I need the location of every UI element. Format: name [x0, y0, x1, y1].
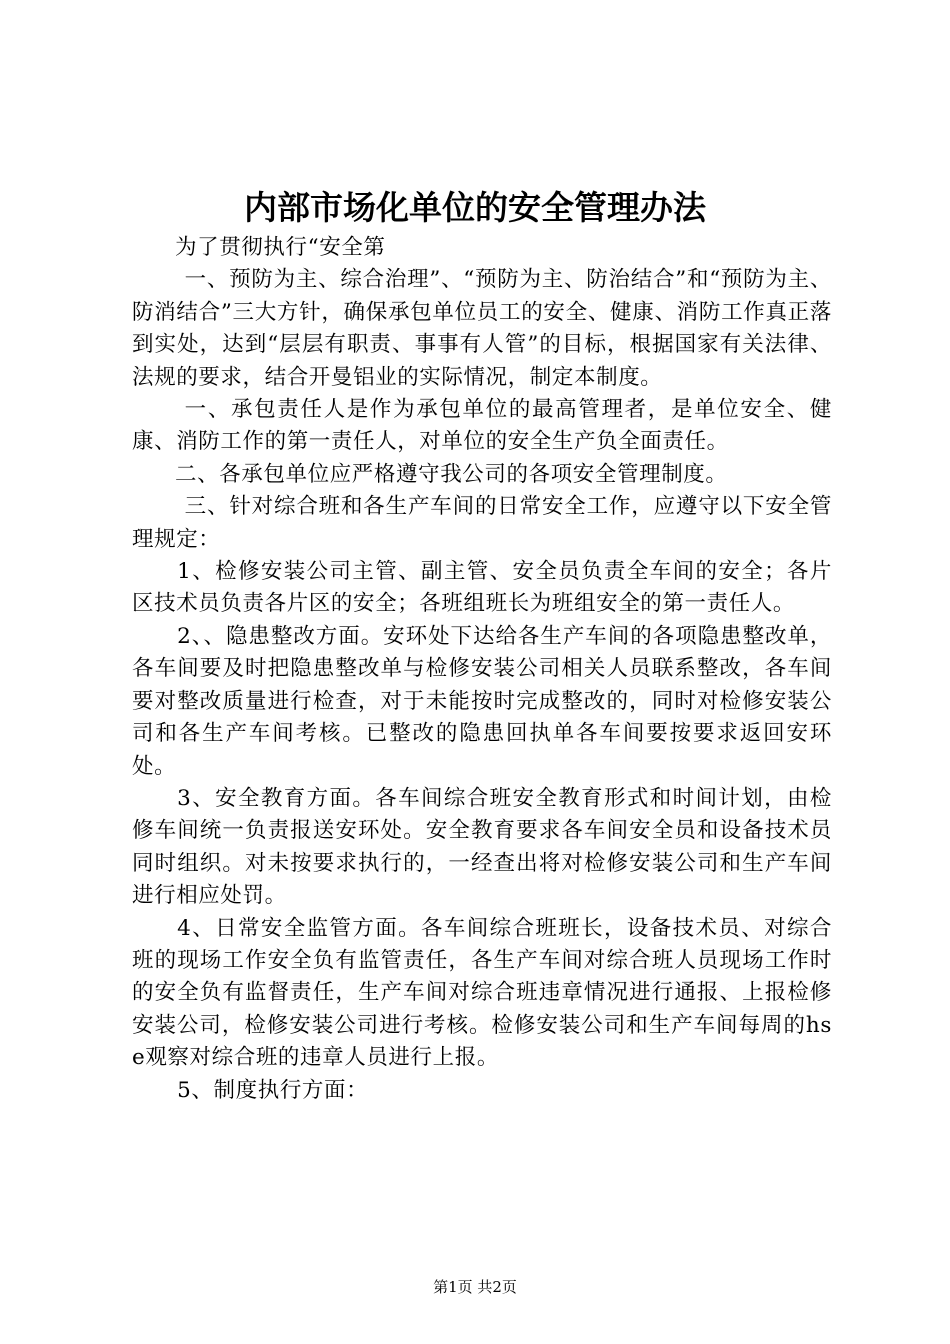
page-footer: 第1页 共2页 — [433, 1278, 517, 1296]
paragraph-item-1: 一、承包责任人是作为承包单位的最高管理者，是单位安全、健康、消防工作的第一责任人，对单位的安全生产负全面责任。 — [132, 397, 832, 455]
paragraph-subitem-3: 3、安全教育方面。各车间综合班安全教育形式和时间计划，由检修车间统一负责报送安环处。安全教育要求各车间安全员和设备技术员同时组织。对未按要求执行的，一经查出将对检修安装公司和生产车间进行相应处罚。 — [132, 785, 832, 909]
paragraph-subitem-5: 5、制度执行方面： — [177, 1077, 369, 1103]
document-title: 内部市场化单位的安全管理办法 — [244, 188, 706, 227]
paragraph-subitem-2: 2、、隐患整改方面。安环处下达给各生产车间的各项隐患整改单，各车间要及时把隐患整改单与检修安装公司相关人员联系整改，各车间要对整改质量进行检查，对于未能按时完成整改的，同时对检修安装公司和各生产车间考核。已整改的隐患回执单各车间要按要求返回安环处。 — [132, 623, 832, 779]
document-body — [132, 232, 832, 1107]
paragraph-subitem-4: 4、日常安全监管方面。各车间综合班班长，设备技术员、对综合班的现场工作安全负有监管责任，各生产车间对综合班人员现场工作时的安全负有监督责任，生产车间对综合班违章情况进行通报、上报检修安装公司，检修安装公司进行考核。检修安装公司和生产车间每周的hse观察对综合班的违章人员进行上报。 — [132, 915, 832, 1071]
paragraph-principles: 一、预防为主、综合治理”、“预防为主、防治结合”和“预防为主、防消结合”三大方针，确保承包单位员工的安全、健康、消防工作真正落到实处，达到“层层有职责、事事有人管”的目标，根据国家有关法律、法规的要求，结合开曼铝业的实际情况，制定本制度。 — [132, 267, 832, 390]
paragraph-subitem-1: 1、检修安装公司主管、副主管、安全员负责全车间的安全；各片区技术员负责各片区的安全；各班组班长为班组安全的第一责任人。 — [132, 559, 832, 617]
paragraph-item-3: 三、针对综合班和各生产车间的日常安全工作，应遵守以下安全管理规定： — [132, 494, 832, 552]
paragraph-intro: 为了贯彻执行“安全第 — [175, 235, 386, 260]
paragraph-item-2: 二、各承包单位应严格遵守我公司的各项安全管理制度。 — [175, 461, 728, 487]
